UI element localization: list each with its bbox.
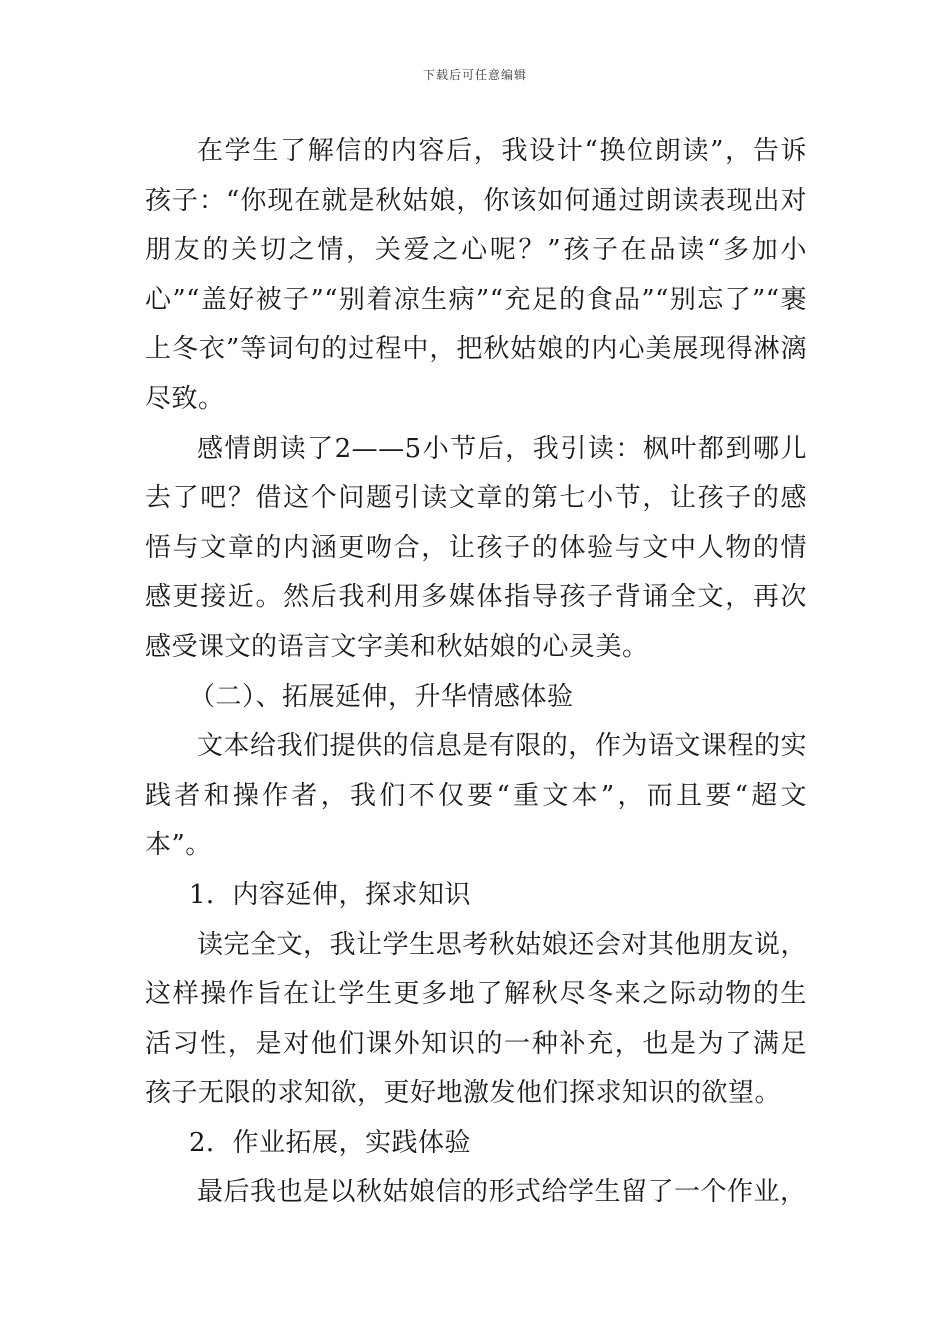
subheading-content-extension: 1．内容延伸，探求知识 xyxy=(189,879,472,910)
page-header-note: 下载后可任意编辑 xyxy=(422,68,527,82)
subheading-homework-extension: 2．作业拓展，实践体验 xyxy=(189,1127,472,1158)
paragraph-5: 最后我也是以秋姑娘信的形式给学生留了一个作业， xyxy=(197,1177,807,1208)
paragraph-3: 文本给我们提供的信息是有限的，作为语文课程的实践者和操作者，我们不仅要“重文本”，而且要“超文本”。 xyxy=(145,731,807,861)
section-heading-extension: （二）、拓展延伸，升华情感体验 xyxy=(189,681,574,712)
paragraph-1: 在学生了解信的内容后，我设计“换位朗读”，告诉孩子：“你现在就是秋姑娘，你该如何通过朗读表现出对朋友的关切之情，关爱之心呢？”孩子在品读“多加小心”“盖好被子”“别着凉生病”“充足的食品”“别忘了”“裹上冬衣”等词句的过程中，把秋姑娘的内心美展现得淋漓尽致。 xyxy=(145,136,807,414)
document-body xyxy=(145,127,807,1218)
paragraph-2: 感情朗读了2——5小节后，我引读：枫叶都到哪儿去了吧？借这个问题引读文章的第七小节，让孩子的感悟与文章的内涵更吻合，让孩子的体验与文中人物的情感更接近。然后我利用多媒体指导孩子背诵全文，再次感受课文的语言文字美和秋姑娘的心灵美。 xyxy=(145,433,807,662)
paragraph-4: 读完全文，我让学生思考秋姑娘还会对其他朋友说，这样操作旨在让学生更多地了解秋尽冬来之际动物的生活习性，是对他们课外知识的一种补充，也是为了满足孩子无限的求知欲，更好地激发他们探求知识的欲望。 xyxy=(145,929,807,1109)
